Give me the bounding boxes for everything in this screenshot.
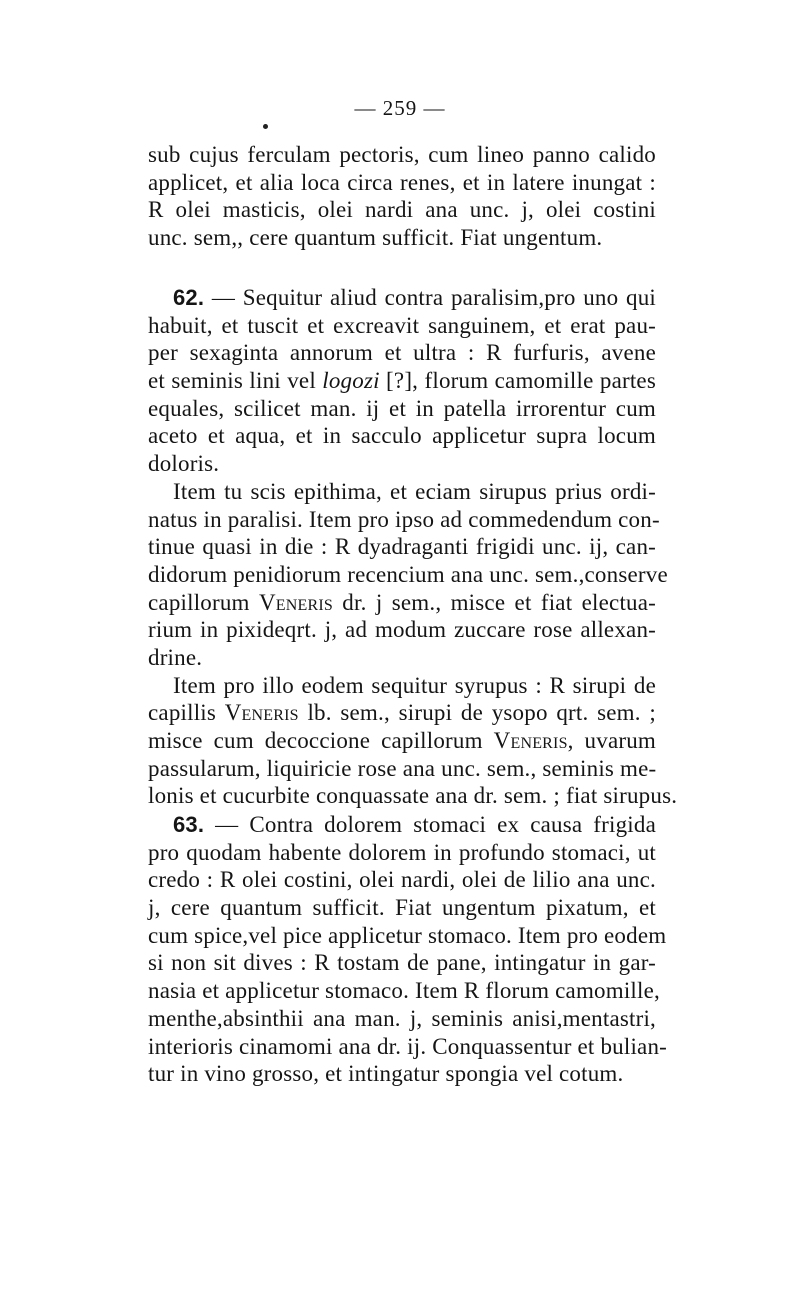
small-caps-word: Veneris <box>493 728 568 753</box>
text-line: doloris. <box>148 451 220 477</box>
text-line: cum spice,vel pice applicetur stomaco. Item pro eodem <box>148 922 667 948</box>
italic-word: logozi <box>322 368 380 394</box>
small-caps-word: Veneris <box>258 589 333 615</box>
text-line: nasia et applicetur stomaco. Item R florum camomille, <box>148 978 660 1004</box>
text-fragment: dr. j sem., misce et fiat electua- <box>332 589 656 615</box>
text-line: habuit, et tuscit et excreavit sanguinem, et erat pau- <box>148 312 656 338</box>
text-fragment: [?], florum camomille partes <box>379 368 656 394</box>
text-line: — Sequitur aliud contra paralisim,pro uno qui <box>204 285 656 310</box>
text-line <box>148 699 656 727</box>
page-number: — 259 — <box>354 96 446 120</box>
text-line: credo : R olei costini, olei nardi, olei de lilio ana unc. <box>148 867 656 893</box>
text-line: si non sit dives : R tostam de pane, intingatur in gar- <box>148 950 656 976</box>
text-line: equales, scilicet man. ij et in patella irrorentur cum <box>148 395 656 421</box>
text-fragment: capillorum <box>148 589 259 615</box>
section-63 <box>148 811 668 1088</box>
text-line: interioris cinamomi ana dr. ij. Conquassentur et bulian- <box>148 1033 668 1059</box>
text-line: lonis et cucurbite conquassate ana dr. sem. ; fiat sirupus. <box>148 783 678 809</box>
small-caps-word: Veneris <box>224 700 299 726</box>
intro-paragraph <box>148 141 656 252</box>
text-line: tur in vino grosso, et intingatur spongia vel cotum. <box>148 1061 624 1087</box>
text-line: Item tu scis epithima, et eciam sirupus prius ordi- <box>173 478 656 504</box>
text-line: aceto et aqua, et in sacculo applicetur supra locum <box>148 423 656 449</box>
section-62 <box>148 284 678 810</box>
text-line: sub cujus ferculam pectoris, cum lineo panno calido <box>148 142 656 167</box>
text-line: applicet, et alia loca circa renes, et in latere inungat : <box>148 169 656 195</box>
text-fragment: lb. sem., sirupi de ysopo qrt. sem. ; <box>298 700 657 726</box>
text-line: unc. sem,, cere quantum sufficit. Fiat ungentum. <box>148 225 603 251</box>
text-line <box>148 727 656 755</box>
text-line: per sexaginta annorum et ultra : R furfuris, avene <box>148 340 656 366</box>
text-line: didorum penidiorum recencium ana unc. sem.,conserve <box>148 561 668 587</box>
text-line: pro quodam habente dolorem in profundo stomaci, ut <box>148 839 656 865</box>
text-fragment: misce cum decoccione capillorum <box>148 728 494 753</box>
ink-dot <box>263 124 268 129</box>
text-fragment: , uvarum <box>567 728 657 753</box>
section-63-heading-line <box>148 811 656 839</box>
text-line <box>148 589 656 617</box>
text-line: tinue quasi in die : R dyadraganti frigidi unc. ij, can- <box>148 534 656 560</box>
text-line: menthe,absinthii ana man. j, seminis anisi,mentastri, <box>148 1005 656 1031</box>
text-fragment: capillis <box>148 700 225 726</box>
text-line: passularum, liquiricie rose ana unc. sem., seminis me- <box>148 755 657 781</box>
text-fragment: et seminis lini vel <box>148 368 323 394</box>
text-line: — Contra dolorem stomaci ex causa frigida <box>204 812 656 837</box>
section-number: 63. <box>173 812 205 837</box>
text-line: drine. <box>148 644 203 670</box>
section-62-heading-line <box>148 284 656 312</box>
text-line: R olei masticis, olei nardi ana unc. j, olei costini <box>148 197 656 223</box>
text-line: Item pro illo eodem sequitur syrupus : R sirupi de <box>173 672 656 698</box>
text-line <box>148 367 656 395</box>
section-number: 62. <box>173 285 205 310</box>
text-line: natus in paralisi. Item pro ipso ad commedendum con- <box>148 506 660 532</box>
text-line: j, cere quantum sufficit. Fiat ungentum pixatum, et <box>148 895 656 921</box>
text-line: rium in pixideqrt. j, ad modum zuccare rose allexan- <box>148 617 656 643</box>
